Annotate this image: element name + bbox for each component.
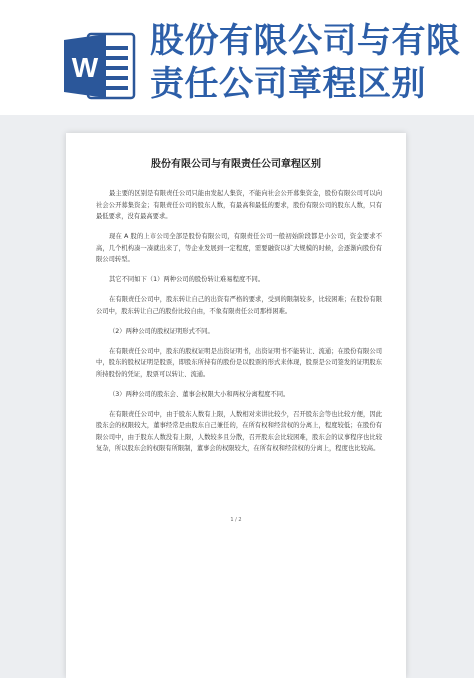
paragraph: 最主要的区别是有限责任公司只能由发起人集资，不能向社会公开募集资金，股份有限公司可以向社会公开募集资金；有限责任公司的股东人数，有最高和最低的要求，股份有限公司的股东人数，只有最低要求，没有最高要求。 bbox=[96, 190, 382, 220]
paragraph: （2）两种公司的股权证明形式不同。 bbox=[109, 327, 214, 335]
word-document-icon bbox=[62, 30, 136, 102]
document-title: 股份有限公司与有限责任公司章程区别 bbox=[151, 159, 321, 170]
document-page bbox=[66, 133, 406, 678]
paragraph: （3）两种公司的股东会、董事会权限大小和两权分离程度不同。 bbox=[109, 390, 290, 398]
paragraph: 在有限责任公司中，股东转让自己的出资有严格的要求，受到的限制较多，比较困难；在股份有限公司中，股东转让自己的股份比较自由，不象有限责任公司那样困难。 bbox=[96, 296, 382, 315]
word-logo-letter: W bbox=[71, 52, 99, 83]
document-body bbox=[96, 188, 382, 463]
paragraph: 现在 A 股的上市公司全部是股份有限公司，有限责任公司一般初始阶段都是小公司，资金要求不高，几个机构凑一凑就出来了，等企业发展到一定程度，需要融资以扩大规模的时候，会逐渐向股份有限公司转型。 bbox=[96, 233, 382, 263]
paragraph: 在有限责任公司中，由于股东人数有上限，人数相对来讲比较少，召开股东会等也比较方便，因此股东会的权限较大，董事经常是由股东自己兼任的，在所有权和经营权的分离上，程度较低；在股份有限公司中，由于股东人数没有上限，人数较多且分散，召开股东会比较困难，股东会的议事程序也比较复杂，所以股东会的权限有所限制，董事会的权限较大，在所有权和经营权的分离上，程度也比较高。 bbox=[96, 410, 382, 452]
page-number: 1 / 2 bbox=[230, 517, 242, 523]
banner-title: 股份有限公司与有限责任公司章程区别 bbox=[150, 21, 461, 104]
paragraph: 在有限责任公司中，股东的股权证明是出资证明书，出资证明书不能转让、流通；在股份有限公司中，股东的股权证明是股票，即股东所持有的股份是以股票的形式来体现，股票是公司签发的证明股东所持股份的凭证，股票可以转让、流通。 bbox=[96, 347, 382, 378]
header-banner bbox=[0, 0, 474, 115]
paragraph: 其它不同如下（1）两种公司的股份转让难易程度不同。 bbox=[109, 276, 265, 283]
